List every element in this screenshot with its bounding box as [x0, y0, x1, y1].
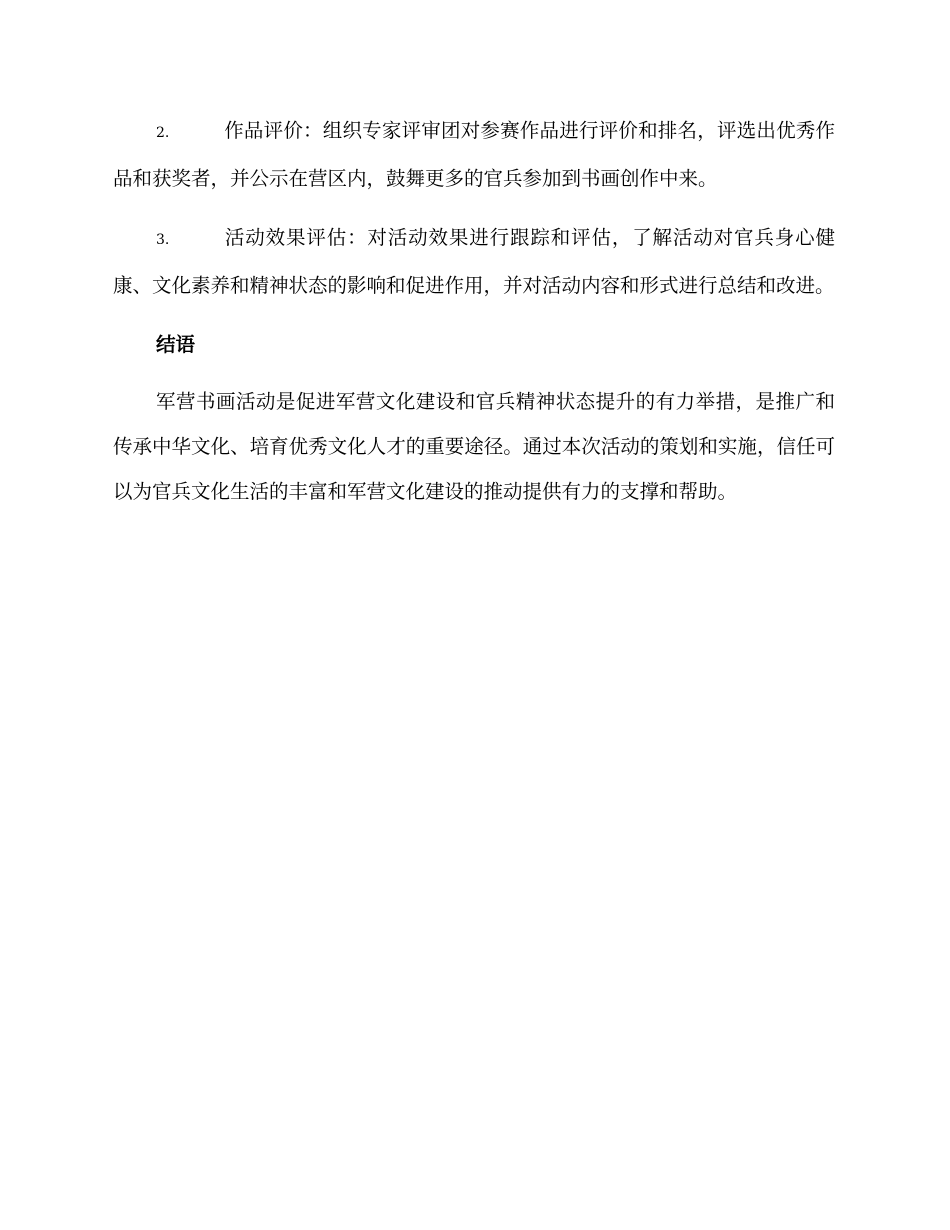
list-item-2: [113, 108, 835, 201]
section-heading: 结语: [156, 333, 196, 356]
list-item-number: 3.: [156, 232, 170, 248]
list-item-3: [113, 215, 835, 308]
document-content: [113, 108, 835, 514]
conclusion-paragraph: 军营书画活动是促进军营文化建设和官兵精神状态提升的有力举措，是推广和传承中华文化、培育优秀文化人才的重要途径。通过本次活动的策划和实施，信任可以为官兵文化生活的丰富和军营文化建设的推动提供有力的支撑和帮助。: [113, 390, 835, 503]
list-item-number: 2.: [156, 125, 170, 141]
list-item-text: 活动效果评估：对活动效果进行跟踪和评估，了解活动对官兵身心健康、文化素养和精神状态的影响和促进作用，并对活动内容和形式进行总结和改进。: [113, 226, 835, 297]
list-item-text: 作品评价：组织专家评审团对参赛作品进行评价和排名，评选出优秀作品和获奖者，并公示在营区内，鼓舞更多的官兵参加到书画创作中来。: [113, 119, 835, 190]
